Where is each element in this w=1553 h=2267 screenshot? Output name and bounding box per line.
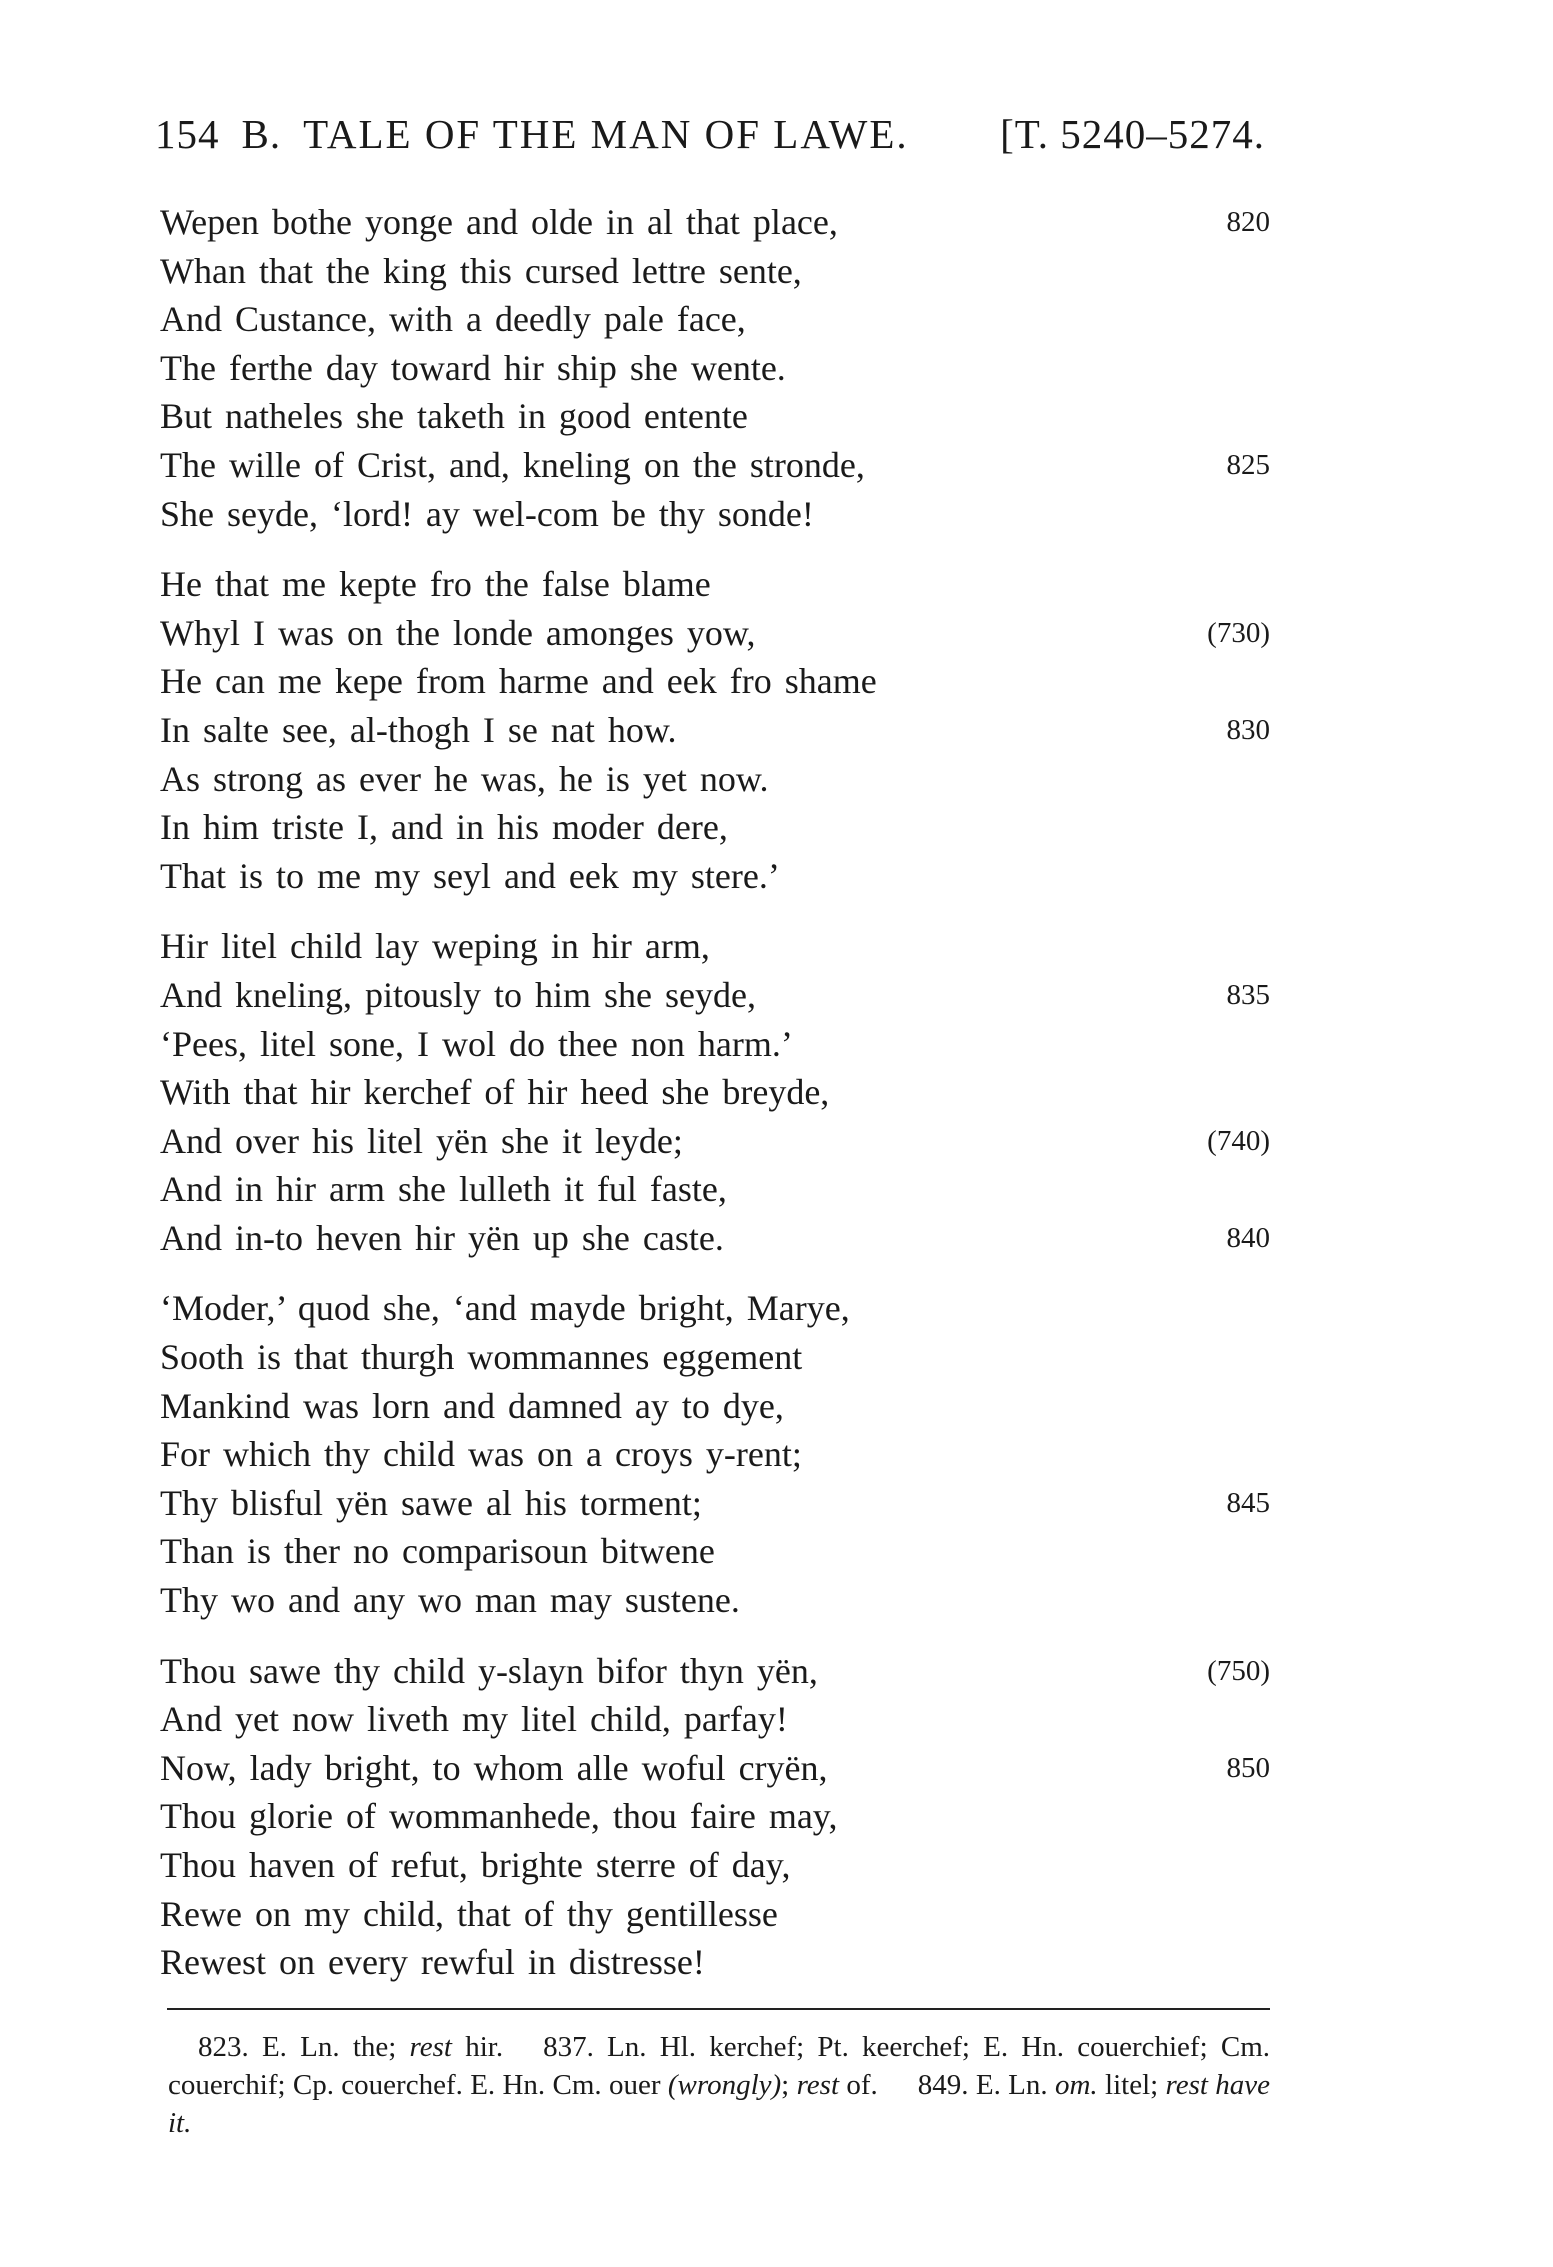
verse-text: Thou sawe thy child y-slayn bifor thyn yën, xyxy=(160,1650,818,1691)
verse-line xyxy=(160,344,1270,393)
verse-line xyxy=(160,1117,1270,1166)
verse-line xyxy=(160,295,1270,344)
verse-line xyxy=(160,1333,1270,1382)
stanza xyxy=(160,922,1270,1262)
verse-text: And Custance, with a deedly pale face, xyxy=(160,299,746,340)
verse-text: Sooth is that thurgh wommannes eggement xyxy=(160,1337,803,1378)
verse-text: Mankind was lorn and damned ay to dye, xyxy=(160,1385,784,1426)
verse-text: And in-to heven hir yën up she caste. xyxy=(160,1217,724,1258)
verse-line xyxy=(160,1430,1270,1479)
verse-text: Rewest on every rewful in distresse! xyxy=(160,1942,705,1983)
verse-text: He that me kepte fro the false blame xyxy=(160,564,711,605)
verse-text: The ferthe day toward hir ship she wente. xyxy=(160,347,786,388)
verse-line xyxy=(160,1527,1270,1576)
verse-text: ‘Moder,’ quod she, ‘and mayde bright, Marye, xyxy=(160,1288,850,1329)
verse-line xyxy=(160,1382,1270,1431)
verse-line xyxy=(160,490,1270,539)
verse-text: Hir litel child lay weping in hir arm, xyxy=(160,926,710,967)
stanza xyxy=(160,1284,1270,1624)
footnote-divider xyxy=(167,2008,1270,2010)
line-number: (750) xyxy=(1207,1654,1270,1687)
verse-line xyxy=(160,1284,1270,1333)
verse-line xyxy=(160,198,1270,247)
verse-line xyxy=(160,1695,1270,1744)
verse-text: Thou glorie of wommanhede, thou faire may, xyxy=(160,1796,838,1837)
line-number: 845 xyxy=(1226,1486,1270,1519)
line-number: 835 xyxy=(1226,978,1270,1011)
verse-text: Rewe on my child, that of thy gentillesse xyxy=(160,1893,778,1934)
stanza xyxy=(160,1647,1270,1987)
running-header xyxy=(155,110,1265,158)
verse-text: As strong as ever he was, he is yet now. xyxy=(160,758,769,799)
verse-line xyxy=(160,1020,1270,1069)
poem-text xyxy=(160,198,1270,2009)
verse-line xyxy=(160,1647,1270,1696)
verse-text: He can me kepe from harme and eek fro shame xyxy=(160,661,877,702)
line-number: (740) xyxy=(1207,1124,1270,1157)
verse-line xyxy=(160,657,1270,706)
line-number: 825 xyxy=(1226,448,1270,481)
page-title: TALE OF THE MAN OF LAWE. xyxy=(303,111,909,157)
line-number: 830 xyxy=(1226,713,1270,746)
verse-line xyxy=(160,803,1270,852)
verse-text: In salte see, al-thogh I se nat how. xyxy=(160,709,677,750)
verse-text: Wepen bothe yonge and olde in al that place, xyxy=(160,202,838,242)
verse-line xyxy=(160,609,1270,658)
footnote-849: 849. E. Ln. om. litel; rest have it. xyxy=(168,2069,1271,2139)
verse-line xyxy=(160,1890,1270,1939)
verse-line xyxy=(160,441,1270,490)
footnote-823: 823. E. Ln. the; rest hir. xyxy=(198,2031,504,2063)
verse-text: For which thy child was on a croys y-rent; xyxy=(160,1434,802,1475)
verse-text: In him triste I, and in his moder dere, xyxy=(160,807,728,848)
verse-line xyxy=(160,1214,1270,1263)
verse-line xyxy=(160,755,1270,804)
verse-line xyxy=(160,922,1270,971)
footnote-837: 837. Ln. Hl. kerchef; Pt. keerchef; E. Hn. couerchief; Cm. couerchif; Cp. couerchef. E. Hn. Cm. ouer (wrongly); rest of. xyxy=(168,2031,1271,2101)
verse-text: The wille of Crist, and, kneling on the stronde, xyxy=(160,444,865,485)
verse-line xyxy=(160,706,1270,755)
verse-text: That is to me my seyl and eek my stere.’ xyxy=(160,855,780,896)
line-number: 840 xyxy=(1226,1221,1270,1254)
verse-text: And over his litel yën she it leyde; xyxy=(160,1120,683,1161)
verse-text: Than is ther no comparisoun bitwene xyxy=(160,1531,715,1572)
page-number: 154 xyxy=(155,111,220,157)
verse-text: And yet now liveth my litel child, parfay! xyxy=(160,1699,788,1740)
footnotes xyxy=(168,2028,1270,2142)
verse-line xyxy=(160,852,1270,901)
verse-text: But natheles she taketh in good entente xyxy=(160,396,748,437)
verse-text: Whyl I was on the londe amonges yow, xyxy=(160,612,756,653)
verse-line xyxy=(160,1938,1270,1987)
stanza xyxy=(160,560,1270,900)
verse-line xyxy=(160,1068,1270,1117)
verse-text: Thy wo and any wo man may sustene. xyxy=(160,1580,740,1621)
verse-text: With that hir kerchef of hir heed she breyde, xyxy=(160,1072,830,1113)
line-reference: [T. 5240–5274. xyxy=(1000,111,1265,157)
verse-text: Thy blisful yën sawe al his torment; xyxy=(160,1482,702,1523)
verse-text: And in hir arm she lulleth it ful faste, xyxy=(160,1169,727,1210)
verse-line xyxy=(160,247,1270,296)
verse-line xyxy=(160,1744,1270,1793)
line-number: 850 xyxy=(1226,1751,1270,1784)
verse-line xyxy=(160,392,1270,441)
verse-line xyxy=(160,560,1270,609)
stanza xyxy=(160,198,1270,538)
line-number: (730) xyxy=(1207,616,1270,649)
verse-text: She seyde, ‘lord! ay wel-com be thy sonde! xyxy=(160,493,814,534)
verse-text: Whan that the king this cursed lettre sente, xyxy=(160,250,802,291)
verse-text: ‘Pees, litel sone, I wol do thee non harm.’ xyxy=(160,1023,793,1064)
verse-line xyxy=(160,1792,1270,1841)
verse-line xyxy=(160,1165,1270,1214)
line-number: 820 xyxy=(1226,206,1270,238)
verse-text: And kneling, pitously to him she seyde, xyxy=(160,974,756,1015)
verse-text: Now, lady bright, to whom alle woful cryën, xyxy=(160,1747,828,1788)
verse-line xyxy=(160,971,1270,1020)
verse-text: Thou haven of refut, brighte sterre of day, xyxy=(160,1845,791,1885)
verse-line xyxy=(160,1576,1270,1625)
verse-line xyxy=(160,1841,1270,1890)
section-label: B. xyxy=(241,111,282,157)
verse-line xyxy=(160,1479,1270,1528)
